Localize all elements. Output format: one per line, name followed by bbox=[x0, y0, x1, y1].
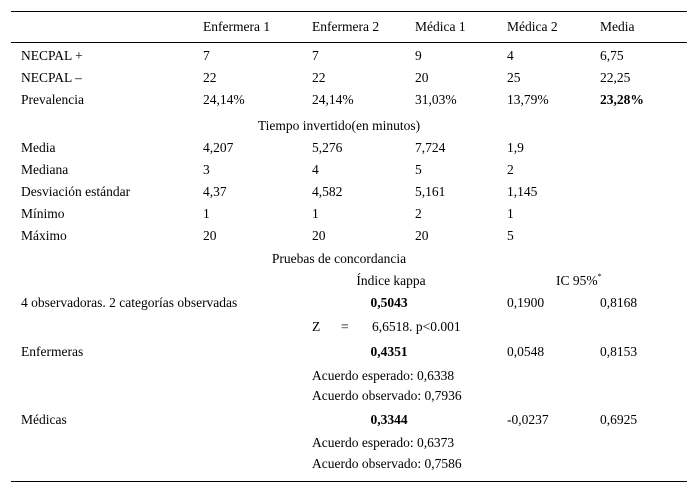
cell: 7 bbox=[312, 48, 319, 63]
kappa-header: Índice kappa bbox=[356, 273, 426, 288]
cell: 5 bbox=[415, 162, 422, 177]
cell: 1 bbox=[507, 206, 514, 221]
cell: 1,9 bbox=[507, 140, 524, 155]
ic-footnote-marker: * bbox=[597, 272, 602, 281]
row-label: Máximo bbox=[21, 228, 67, 243]
row-label: NECPAL + bbox=[21, 48, 83, 63]
cell: 13,79% bbox=[507, 92, 549, 107]
ic-low: -0,0237 bbox=[507, 412, 549, 427]
cell: 22 bbox=[203, 70, 217, 85]
cell: 1,145 bbox=[507, 184, 538, 199]
cell: 4,582 bbox=[312, 184, 343, 199]
row-label: 4 observadoras. 2 categorías observadas bbox=[21, 295, 238, 310]
ic-low: 0,1900 bbox=[507, 295, 545, 310]
cell: 31,03% bbox=[415, 92, 457, 107]
ic-high: 0,6925 bbox=[600, 412, 638, 427]
expected-agreement: Acuerdo esperado: 0,6338 bbox=[312, 368, 455, 383]
statistics-table bbox=[11, 11, 687, 482]
kappa-value: 0,3344 bbox=[370, 412, 408, 427]
cell: 2 bbox=[507, 162, 514, 177]
expected-agreement: Acuerdo esperado: 0,6373 bbox=[312, 435, 455, 450]
row-label: Mínimo bbox=[21, 206, 65, 221]
cell: 4,37 bbox=[203, 184, 227, 199]
cell: 6,75 bbox=[600, 48, 624, 63]
cell: 24,14% bbox=[203, 92, 245, 107]
observed-agreement: Acuerdo observado: 0,7936 bbox=[312, 388, 462, 403]
cell: 7,724 bbox=[415, 140, 446, 155]
header-medica-2: Médica 2 bbox=[507, 19, 558, 34]
header-divider bbox=[11, 42, 687, 43]
ic-high: 0,8168 bbox=[600, 295, 638, 310]
cell: 20 bbox=[415, 228, 429, 243]
cell: 22,25 bbox=[600, 70, 631, 85]
cell: 24,14% bbox=[312, 92, 354, 107]
ic-header-label: IC 95% bbox=[556, 273, 598, 288]
row-label: Media bbox=[21, 140, 56, 155]
cell: 5 bbox=[507, 228, 514, 243]
cell: 25 bbox=[507, 70, 521, 85]
ic-high: 0,8153 bbox=[600, 344, 638, 359]
cell: 5,276 bbox=[312, 140, 343, 155]
section-title-time: Tiempo invertido(en minutos) bbox=[257, 118, 421, 133]
cell: 20 bbox=[415, 70, 429, 85]
cell: 4,207 bbox=[203, 140, 234, 155]
row-label: Médicas bbox=[21, 412, 67, 427]
row-label: NECPAL – bbox=[21, 70, 82, 85]
header-media: Media bbox=[600, 19, 635, 34]
z-label: Z bbox=[312, 319, 321, 334]
cell: 20 bbox=[312, 228, 326, 243]
row-label: Mediana bbox=[21, 162, 69, 177]
row-label: Enfermeras bbox=[21, 344, 84, 359]
cell: 5,161 bbox=[415, 184, 446, 199]
z-equals: = bbox=[341, 319, 349, 334]
ic-low: 0,0548 bbox=[507, 344, 545, 359]
ic-header bbox=[556, 273, 602, 289]
cell: 4 bbox=[312, 162, 319, 177]
cell: 2 bbox=[415, 206, 422, 221]
kappa-value: 0,4351 bbox=[370, 344, 408, 359]
row-label: Desviación estándar bbox=[21, 184, 131, 199]
header-enfermera-2: Enfermera 2 bbox=[312, 19, 380, 34]
cell: 4 bbox=[507, 48, 514, 63]
cell: 1 bbox=[312, 206, 319, 221]
cell: 3 bbox=[203, 162, 210, 177]
z-value: 6,6518. p<0.001 bbox=[372, 319, 461, 334]
cell: 1 bbox=[203, 206, 210, 221]
kappa-value: 0,5043 bbox=[370, 295, 408, 310]
row-label: Prevalencia bbox=[21, 92, 84, 107]
cell: 20 bbox=[203, 228, 217, 243]
cell: 22 bbox=[312, 70, 326, 85]
section-title-concordance: Pruebas de concordancia bbox=[271, 251, 407, 266]
observed-agreement: Acuerdo observado: 0,7586 bbox=[312, 456, 462, 471]
cell: 9 bbox=[415, 48, 422, 63]
cell: 7 bbox=[203, 48, 210, 63]
header-medica-1: Médica 1 bbox=[415, 19, 466, 34]
cell-highlight: 23,28% bbox=[600, 92, 644, 107]
header-enfermera-1: Enfermera 1 bbox=[203, 19, 271, 34]
